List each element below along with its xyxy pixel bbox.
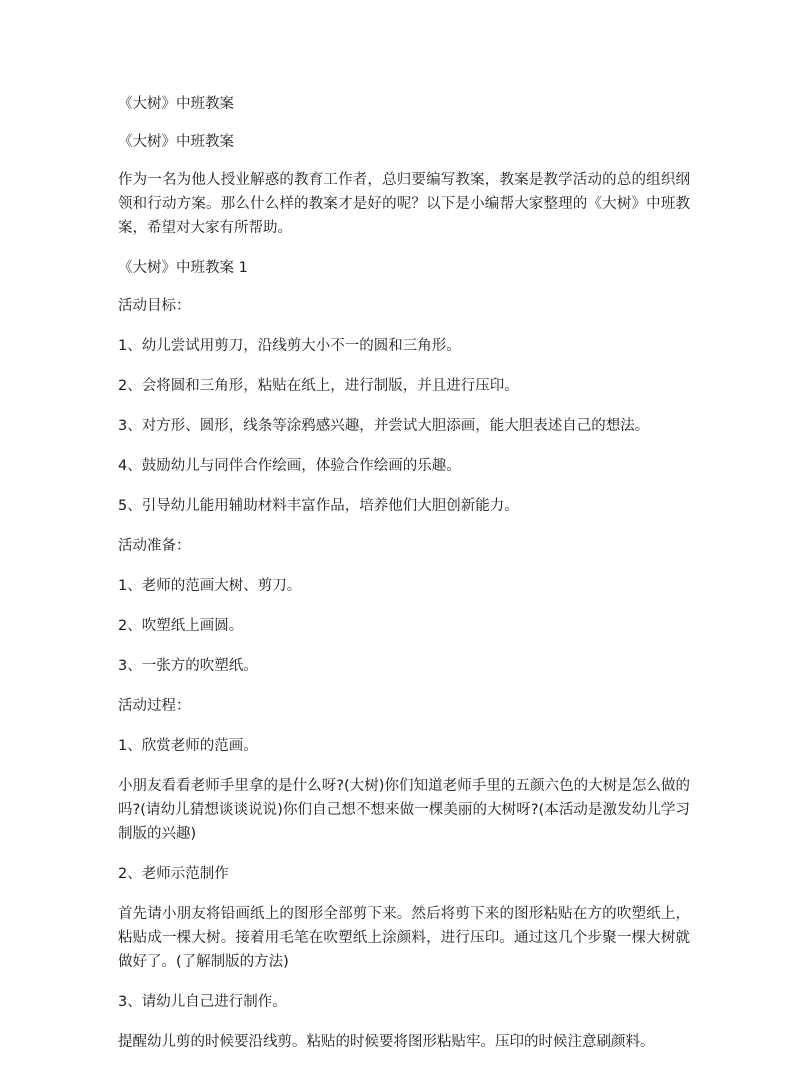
goal-item: 1、幼儿尝试用剪刀，沿线剪大小不一的圆和三角形。 (118, 338, 461, 354)
subsection-heading-preparation: 活动准备： (118, 538, 191, 554)
goal-item: 4、鼓励幼儿与同伴合作绘画，体验合作绘画的乐趣。 (118, 458, 461, 474)
document-page (118, 92, 690, 1070)
process-step: 2、老师示范制作 (118, 866, 229, 882)
preparation-item: 2、吹塑纸上画圆。 (118, 618, 244, 634)
process-step: 3、请幼儿自己进行制作。 (118, 994, 287, 1010)
process-step: 1、欣赏老师的范画。 (118, 738, 258, 754)
document-title: 《大树》中班教案 (118, 96, 234, 112)
process-paragraph: 首先请小朋友将铅画纸上的图形全部剪下来。然后将剪下来的图形粘贴在方的吹塑纸上，粘贴成一棵大树。接着用毛笔在吹塑纸上涂颜料，进行压印。通过这几个步聚一棵大树就做好了。(了解制版的方法) (118, 906, 690, 970)
goal-item: 2、会将圆和三角形，粘贴在纸上，进行制版，并且进行压印。 (118, 378, 519, 394)
document-subtitle: 《大树》中班教案 (118, 134, 234, 150)
goal-item: 3、对方形、圆形，线条等涂鸦感兴趣，并尝试大胆添画，能大胆表述自己的想法。 (118, 418, 650, 434)
goal-item: 5、引导幼儿能用辅助材料丰富作品，培养他们大胆创新能力。 (118, 498, 519, 514)
preparation-item: 1、老师的范画大树、剪刀。 (118, 578, 302, 594)
process-paragraph: 小朋友看看老师手里拿的是什么呀?(大树)你们知道老师手里的五颜六色的大树是怎么做的吗?(请幼儿猜想谈谈说说)你们自己想不想来做一棵美丽的大树呀?(本活动是激发幼儿学习制版的兴趣) (118, 778, 690, 842)
process-paragraph: 提醒幼儿剪的时候要沿线剪。粘贴的时候要将图形粘贴牢。压印的时候注意刷颜料。 (118, 1034, 655, 1050)
preparation-item: 3、一张方的吹塑纸。 (118, 658, 258, 674)
intro-paragraph: 作为一名为他人授业解惑的教育工作者，总归要编写教案，教案是教学活动的总的组织纲领和行动方案。那么什么样的教案才是好的呢？以下是小编帮大家整理的《大树》中班教案，希望对大家有所帮助。 (118, 172, 690, 236)
subsection-heading-goals: 活动目标： (118, 298, 191, 314)
subsection-heading-process: 活动过程： (118, 698, 191, 714)
section-heading: 《大树》中班教案 1 (118, 260, 248, 276)
